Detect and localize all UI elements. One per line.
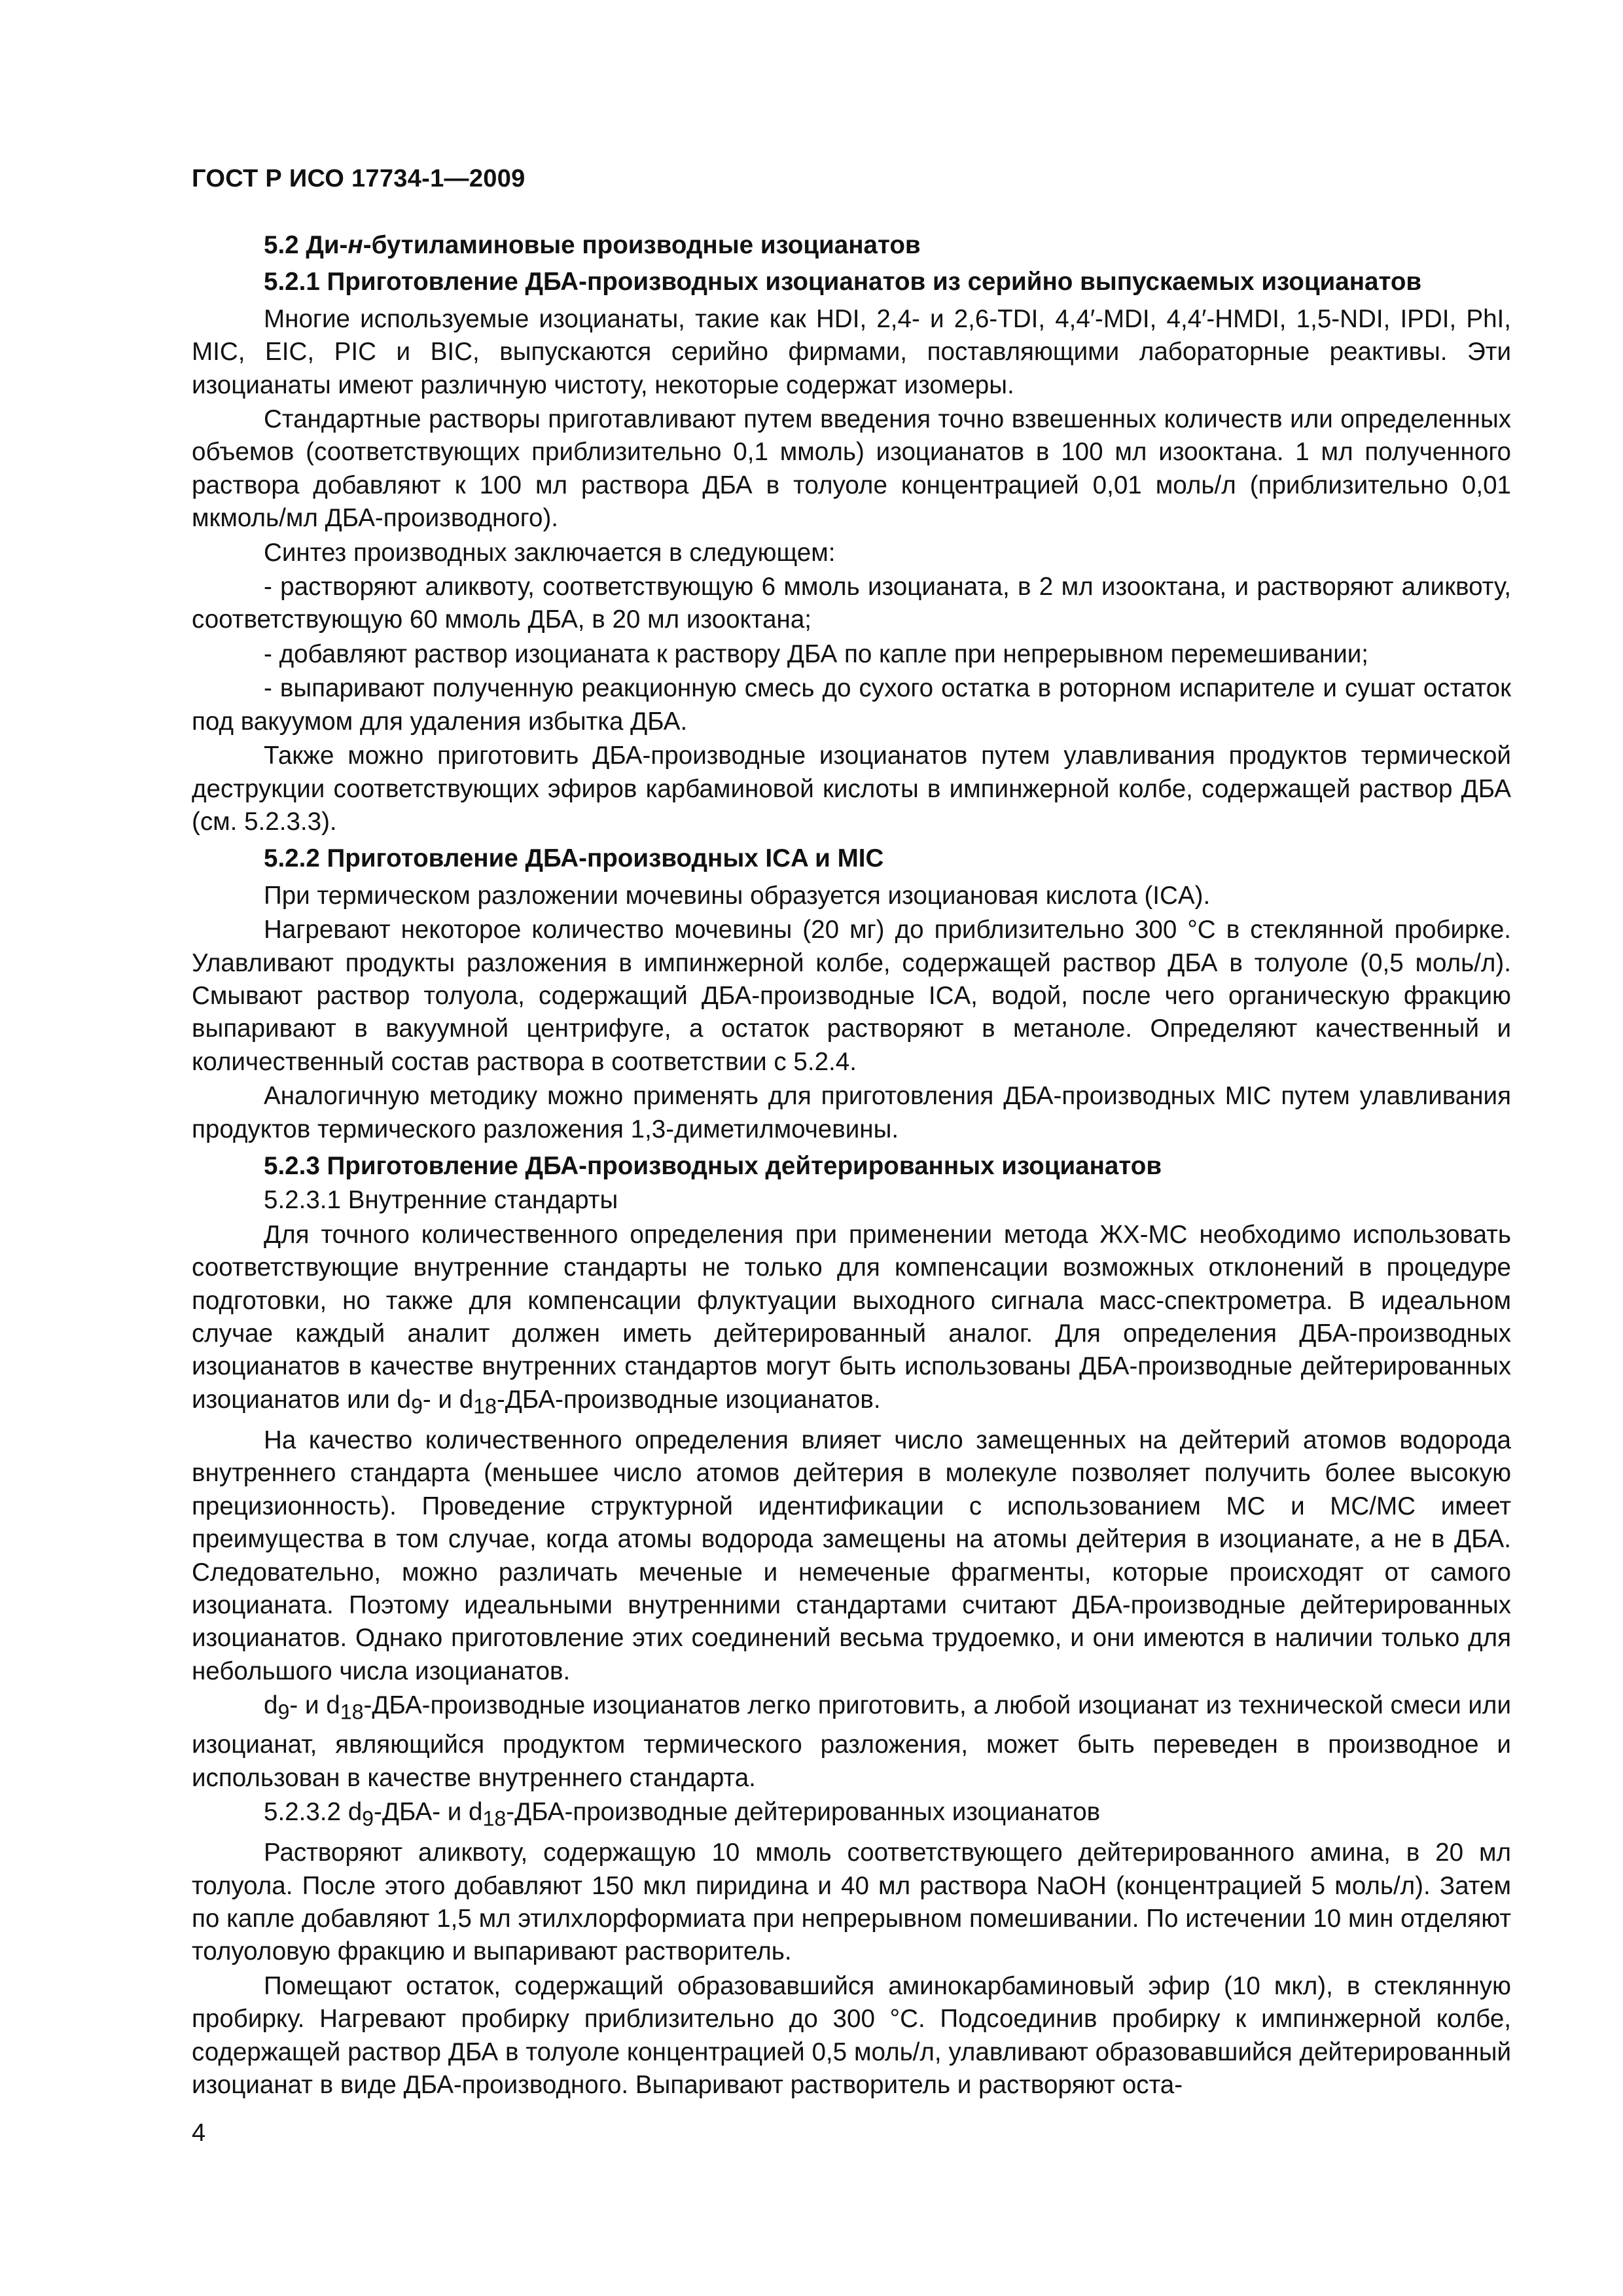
subscript: 18 (340, 1700, 364, 1724)
standard-code-header: ГОСТ Р ИСО 17734-1—2009 (192, 165, 526, 192)
list-item: - добавляют раствор изоцианата к раствору ДБА по капле при непрерывном перемешивании; (264, 639, 1369, 668)
text-run: 5.2.3.2 d (264, 1798, 363, 1827)
text-run: - и d (422, 1385, 474, 1414)
section-heading-5-2-3: 5.2.3 Приготовление ДБА-производных дейтерированных изоцианатов (264, 1151, 1162, 1180)
paragraph: Стандартные растворы приготавливают путем введения точно взвешенных количеств или определенных объемов (соответствующих приблизительно 0,1 ммоль) изоцианатов в 100 мл изооктана. 1 мл полученного раствора добавляют к 100 мл раствора ДБА в толуоле концентрацией 0,01 моль/л (приблизительно 0,01 мкмоль/мл ДБА-производного). (192, 405, 1511, 533)
text-run: Для точного количественного определения при применении метода ЖХ-МС необходимо использовать соответствующие внутренние стандарты не только для компенсации возможных отклонений в процедуре подготовки, но также для компенсации флуктуации выходного сигнала масс-спектрометра. В идеальном случае каждый аналит должен иметь дейтерированный аналог. Для определения ДБА-производных изоцианатов в качестве внутренних стандартов могут быть использованы ДБА-производные дейтерированных изоцианатов или d (192, 1220, 1511, 1414)
text-run: - и d (289, 1691, 340, 1720)
section-heading-5-2 (192, 229, 1511, 262)
text-run: -ДБА-производные изоцианатов легко приготовить, а любой изоцианат из технической смеси или изоцианат, являющийся продуктом термического разложения, может быть переведен в производное и использован в качестве внутреннего стандарта. (192, 1691, 1511, 1792)
subsection-heading-5-2-3-2 (192, 1796, 1511, 1835)
list-item: - выпаривают полученную реакционную смесь до сухого остатка в роторном испарителе и сушат остаток под вакуумом для удаления избытка ДБА. (192, 674, 1511, 736)
paragraph: Также можно приготовить ДБА-производные изоцианатов путем улавливания продуктов термической деструкции соответствующих эфиров карбаминовой кислоты в импинжерной колбе, содержащей раствор ДБА (см. 5.2.3.3). (192, 742, 1511, 836)
page-number: 4 (192, 2119, 206, 2147)
paragraph (192, 1689, 1511, 1795)
text-run: d (264, 1691, 278, 1720)
italic-letter: н (348, 231, 363, 259)
text-run: -ДБА-производные дейтерированных изоцианатов (506, 1798, 1101, 1827)
paragraph: Нагревают некоторое количество мочевины (20 мг) до приблизительно 300 °С в стеклянной пробирке. Улавливают продукты разложения в импинжерной колбе, содержащей раствор ДБА в толуоле (0,5 моль/л). Смывают раствор толуола, содержащий ДБА-производные ICA, водой, после чего органическую фракцию выпаривают в вакуумной центрифуге, а остаток растворяют в метаноле. Определяют качественный и количественный состав раствора в соответствии с 5.2.4. (192, 916, 1511, 1076)
subsection-heading-5-2-3-1: 5.2.3.1 Внутренние стандарты (264, 1186, 618, 1215)
paragraph: Растворяют аликвоту, содержащую 10 ммоль соответствующего дейтерированного амина, в 20 мл толуола. После этого добавляют 150 мкл пиридина и 40 мл раствора NaOH (концентрацией 5 моль/л). Затем по капле добавляют 1,5 мл этилхлорформиата при непрерывном помешивании. По истечении 10 мин отделяют толуоловую фракцию и выпаривают растворитель. (192, 1839, 1511, 1966)
paragraph: Многие используемые изоцианаты, такие как HDI, 2,4- и 2,6-TDI, 4,4′-MDI, 4,4′-HMDI, 1,5-NDI, IPDI, PhI, MIC, EIC, PIC и BIC, выпускаются серийно фирмами, поставляющими лабораторные реактивы. Эти изоцианаты имеют различную чистоту, некоторые содержат изомеры. (192, 304, 1511, 399)
section-heading-5-2-1: 5.2.1 Приготовление ДБА-производных изоцианатов из серийно выпускаемых изоцианатов (264, 268, 1422, 296)
section-title: 5.2 Ди-н-бутиламиновые производные изоцианатов (264, 231, 921, 259)
subscript: 9 (410, 1394, 423, 1418)
page-body (192, 229, 1511, 2102)
paragraph: Синтез производных заключается в следующем: (264, 538, 836, 567)
subscript: 18 (473, 1394, 497, 1418)
subscript: 9 (277, 1700, 290, 1724)
list-item: - растворяют аликвоту, соответствующую 6 ммоль изоцианата, в 2 мл изооктана, и растворяют аликвоту, соответствующую 60 ммоль ДБА, в 20 мл изооктана; (192, 573, 1511, 634)
subscript: 9 (362, 1806, 374, 1831)
paragraph: Аналогичную методику можно применять для приготовления ДБА-производных MIC путем улавливания продуктов термического разложения 1,3-диметилмочевины. (192, 1082, 1511, 1143)
subscript: 18 (482, 1806, 507, 1831)
text-run: -ДБА- и d (374, 1798, 483, 1827)
paragraph: При термическом разложении мочевины образуется изоциановая кислота (ICA). (264, 881, 1211, 910)
text-run: -ДБА-производные изоцианатов. (496, 1385, 881, 1414)
paragraph: Помещают остаток, содержащий образовавшийся аминокарбаминовый эфир (10 мкл), в стеклянную пробирку. Нагревают пробирку приблизительно до 300 °С. Подсоединив пробирку к импинжерной колбе, содержащей раствор ДБА в толуоле концентрацией 0,5 моль/л, улавливают образовавшийся дейтерированный изоцианат в виде ДБА-производного. Выпаривают растворитель и растворяют оста- (192, 1971, 1511, 2100)
paragraph: На качество количественного определения влияет число замещенных на дейтерий атомов водорода внутреннего стандарта (меньшее число атомов дейтерия в молекуле позволяет получить более высокую прецизионность). Проведение структурной идентификации с использованием МС и МС/МС имеет преимущества в том случае, когда атомы водорода замещены на атомы дейтерия в изоцианате, а не в ДБА. Следовательно, можно различать меченые и немеченые фрагменты, которые происходят от самого изоцианата. Поэтому идеальными внутренними стандартами считают ДБА-производные дейтерированных изоцианатов. Однако приготовление этих соединений весьма трудоемко, и они имеются в наличии только для небольшого числа изоцианатов. (192, 1426, 1511, 1685)
section-heading-5-2-2: 5.2.2 Приготовление ДБА-производных ICA и MIC (264, 844, 884, 873)
paragraph (192, 1219, 1511, 1423)
